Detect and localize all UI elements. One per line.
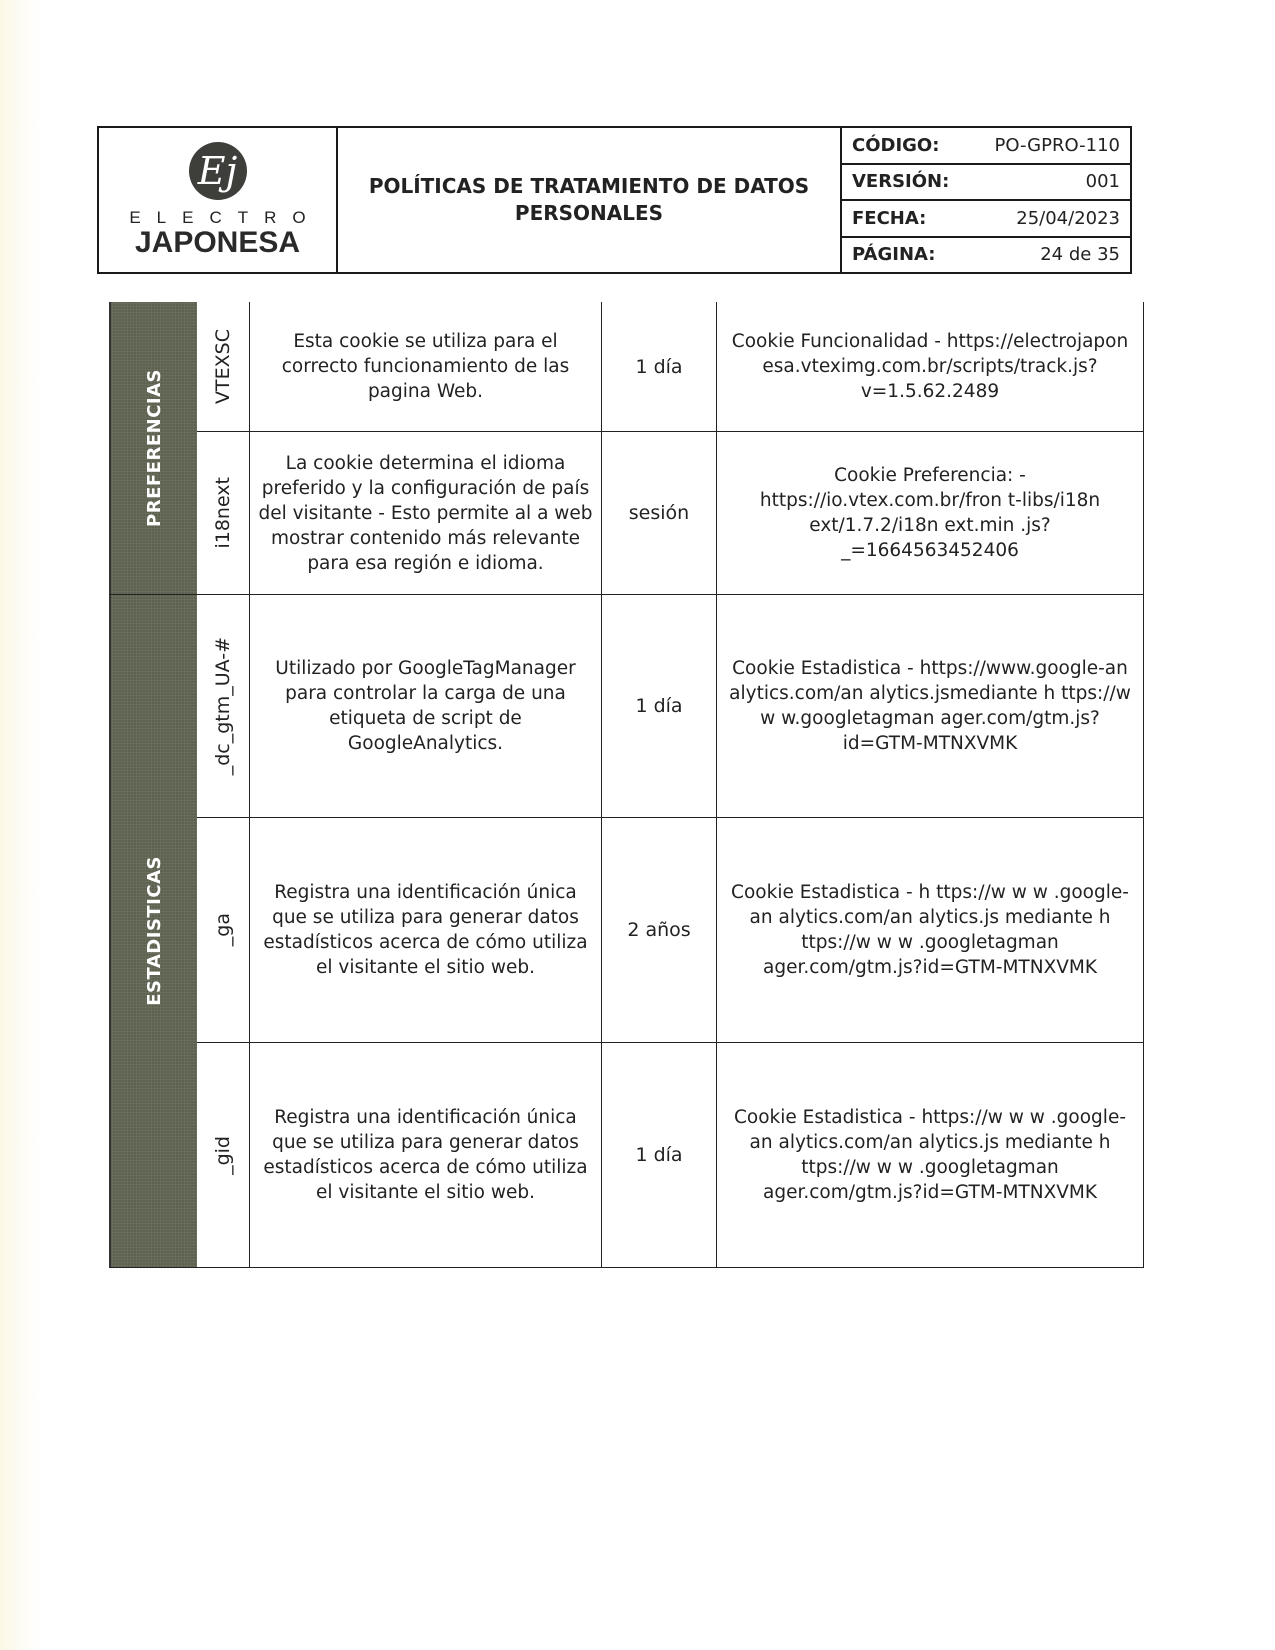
meta-version: [842, 165, 1130, 202]
logo-emblem-icon: Ej: [189, 142, 247, 200]
cookie-duration: 1 día: [602, 302, 717, 431]
cookie-reference: Cookie Estadistica - https://www.google-an alytics.com/an alytics.jsmediante h ttps://w w w.googletagman ager.com/gtm.js?id=GTM-MTNXVMK: [729, 658, 1131, 754]
meta-label: VERSIÓN:: [852, 171, 950, 193]
group-estadisticas: [109, 595, 1143, 1267]
table-row: [197, 1043, 1143, 1267]
company-logo: [99, 128, 338, 272]
meta-label: CÓDIGO:: [852, 134, 940, 156]
cookie-reference: Cookie Estadistica - h ttps://w w w .google-an alytics.com/an alytics.js mediante h ttps://w w w .googletagman ager.com/gtm.js?id=GTM-MTNXVMK: [731, 882, 1129, 978]
cookie-reference: Cookie Funcionalidad - https://electrojapon esa.vteximg.com.br/scripts/track.js?v=1.5.62.2489: [731, 331, 1129, 402]
table-row: [197, 432, 1143, 594]
cookie-name: i18next: [197, 432, 250, 594]
cookie-name: _dc_gtm_UA-#: [197, 595, 250, 817]
meta-value: PO-GPRO-110: [994, 134, 1120, 156]
document-header: [97, 126, 1132, 274]
cookie-description: Esta cookie se utiliza para el correcto funcionamiento de las pagina Web.: [250, 302, 602, 431]
cookie-description: La cookie determina el idioma preferido y la configuración de país del visitante - Esto permite al a web mostrar contenido más relevante para esa región e idioma.: [250, 432, 602, 594]
cookie-reference: Cookie Preferencia: - https://io.vtex.com.br/fron t-libs/i18n ext/1.7.2/i18n ext.min .js?_=1664563452406: [759, 465, 1101, 561]
cookie-name: VTEXSC: [197, 302, 250, 431]
logo-text-japonesa: JAPONESA: [134, 226, 301, 259]
cookie-duration: 2 años: [602, 818, 717, 1042]
group-preferencias: [109, 302, 1143, 595]
cookie-name: _ga: [197, 818, 250, 1042]
document-meta: [842, 128, 1130, 272]
meta-label: PÁGINA:: [852, 244, 936, 266]
cookie-description: Registra una identificación única que se utiliza para generar datos estadísticos acerca de cómo utiliza el visitante el sitio web.: [250, 818, 602, 1042]
document-title: POLÍTICAS DE TRATAMIENTO DE DATOS PERSONALES: [338, 128, 842, 272]
cookies-table: [109, 302, 1144, 1268]
cookie-duration: 1 día: [602, 595, 717, 817]
table-row: [197, 302, 1143, 432]
logo-text-electro: ELECTRO: [129, 208, 322, 227]
meta-page: [842, 238, 1130, 273]
cookie-description: Utilizado por GoogleTagManager para controlar la carga de una etiqueta de script de GoogleAnalytics.: [250, 595, 602, 817]
meta-value: 24 de 35: [1040, 244, 1120, 266]
cookie-reference: Cookie Estadistica - https://w w w .google-an alytics.com/an alytics.js mediante h ttps://w w w .googletagman ager.com/gtm.js?id=GTM-MTNXVMK: [734, 1107, 1126, 1203]
group-label: ESTADISTICAS: [109, 595, 197, 1267]
table-row: [197, 595, 1143, 818]
table-row: [197, 818, 1143, 1043]
meta-date: [842, 201, 1130, 238]
meta-code: [842, 128, 1130, 165]
cookie-description: Registra una identificación única que se utiliza para generar datos estadísticos acerca de cómo utiliza el visitante el sitio web.: [250, 1043, 602, 1267]
meta-value: 25/04/2023: [1016, 207, 1120, 229]
cookie-duration: sesión: [602, 432, 717, 594]
meta-value: 001: [1085, 171, 1120, 193]
group-label: PREFERENCIAS: [109, 302, 197, 594]
cookie-duration: 1 día: [602, 1043, 717, 1267]
cookie-name: _gid: [197, 1043, 250, 1267]
meta-label: FECHA:: [852, 207, 927, 229]
